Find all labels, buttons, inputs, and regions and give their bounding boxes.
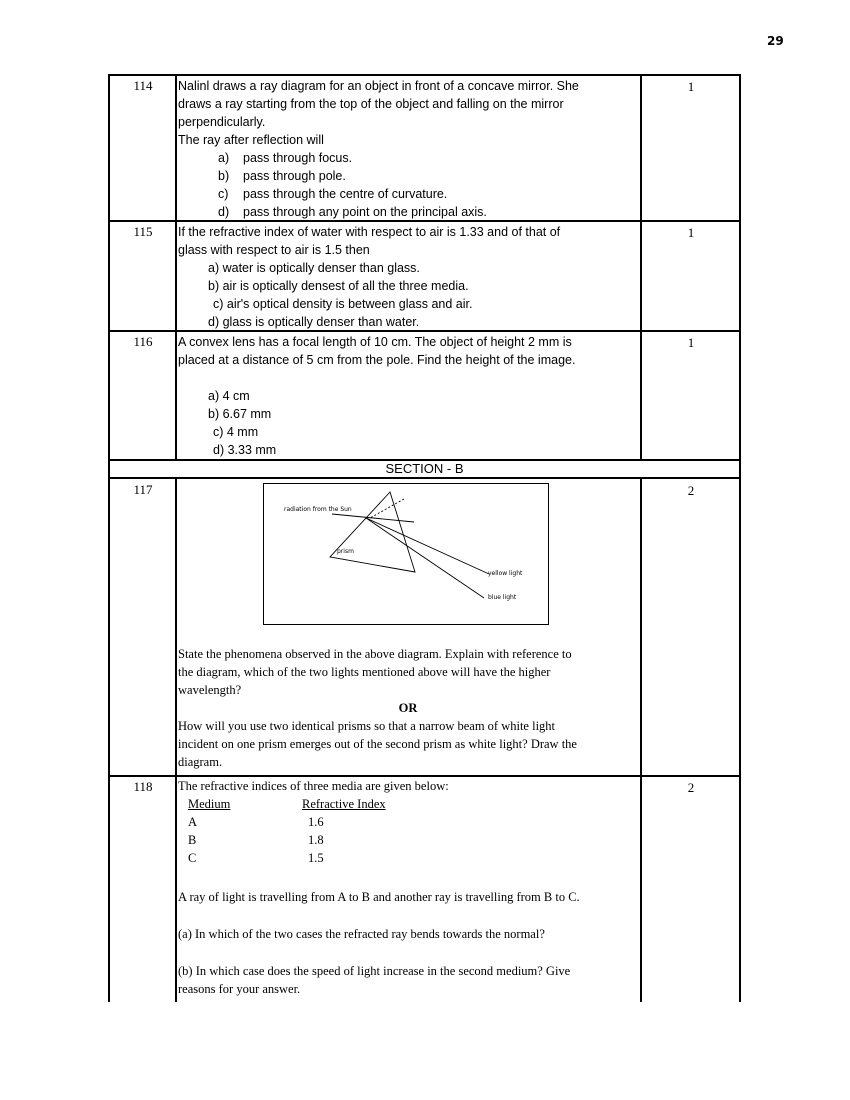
prism-diagram-svg (264, 484, 548, 624)
option: b) pass through pole. (218, 169, 346, 183)
question-marks: 2 (687, 780, 695, 795)
question-marks: 1 (687, 79, 695, 94)
question-number: 118 (133, 779, 153, 794)
or-label: OR (398, 701, 418, 715)
question-number: 116 (133, 334, 153, 349)
option: a) pass through focus. (218, 151, 353, 165)
diagram-label-prism: prism (337, 548, 354, 555)
column-divider (175, 478, 177, 1002)
option: a) 4 cm (208, 389, 250, 403)
question-118-text: The refractive indices of three media are given below: Medium Refractive Index A 1.6 B 1.8 C 1.5 A ray of light is travelling from A to B and another ray is travelling from B to C. (a) In which of the two cases the refracted ray bends towards the normal? (b) In which case does the speed of light increase in the second medium? Give reasons for your answer. (178, 777, 638, 998)
index-table-row: A 1.6 (188, 815, 324, 829)
question-114-text: Nalinl draws a ray diagram for an object in front of a concave mirror. She draws a ray starting from the top of the object and falling on the mirror perpendicularly. The ray after reflection will a) pass through focus. b) pass through pole. c) pass through the centre of curvature. d) pass through any point on the principal axis. (178, 77, 638, 221)
index-table-header: Medium Refractive Index (188, 797, 386, 811)
diagram-label-blue: blue light (488, 594, 517, 601)
index-table-row: B 1.8 (188, 833, 324, 847)
option: d) glass is optically denser than water. (208, 315, 420, 329)
question-table (108, 74, 741, 1002)
column-divider (640, 478, 642, 1002)
section-heading: SECTION - B (385, 461, 464, 476)
column-divider (640, 74, 642, 460)
question-number: 115 (133, 224, 153, 239)
page-number: 29 (767, 34, 784, 48)
prism-dispersion-diagram (263, 483, 549, 625)
option: b) air is optically densest of all the three media. (208, 279, 469, 293)
question-number: 114 (133, 78, 153, 93)
table-border-right (739, 74, 741, 1002)
blue-ray (366, 518, 484, 598)
question-marks: 2 (687, 483, 695, 498)
question-117-text: State the phenomena observed in the above diagram. Explain with reference to the diagram, which of the two lights mentioned above will have the higher wavelength? OR How will you use two identical prisms so that a narrow beam of white light incident on one prism emerges out of the second prism as white light? Draw the diagram. (178, 645, 638, 771)
row-divider (108, 74, 741, 76)
option: c) pass through the centre of curvature. (218, 187, 448, 201)
option: c) air's optical density is between glass and air. (213, 297, 473, 311)
row-divider (108, 477, 741, 479)
question-number: 117 (133, 482, 153, 497)
yellow-ray (366, 518, 489, 574)
question-115-text: If the refractive index of water with respect to air is 1.33 and of that of glass with respect to air is 1.5 then a) water is optically denser than glass. b) air is optically densest of all the three media. c) air's optical density is between glass and air. d) glass is optically denser than water. (178, 223, 638, 331)
table-border-left (108, 74, 110, 1002)
option: c) 4 mm (213, 425, 259, 439)
prism-shape (330, 492, 415, 572)
question-marks: 1 (687, 335, 695, 350)
question-marks: 1 (687, 225, 695, 240)
column-divider (175, 74, 177, 460)
diagram-label-yellow: yellow light (488, 570, 523, 577)
option: b) 6.67 mm (208, 407, 272, 421)
option: a) water is optically denser than glass. (208, 261, 420, 275)
index-table-row: C 1.5 (188, 851, 324, 865)
option: d) 3.33 mm (213, 443, 277, 457)
option: d) pass through any point on the principal axis. (218, 205, 487, 219)
question-116-text: A convex lens has a focal length of 10 cm. The object of height 2 mm is placed at a distance of 5 cm from the pole. Find the height of the image. a) 4 cm b) 6.67 mm c) 4 mm d) 3.33 mm (178, 333, 638, 459)
diagram-label-radiation: radiation from the Sun (284, 506, 352, 513)
